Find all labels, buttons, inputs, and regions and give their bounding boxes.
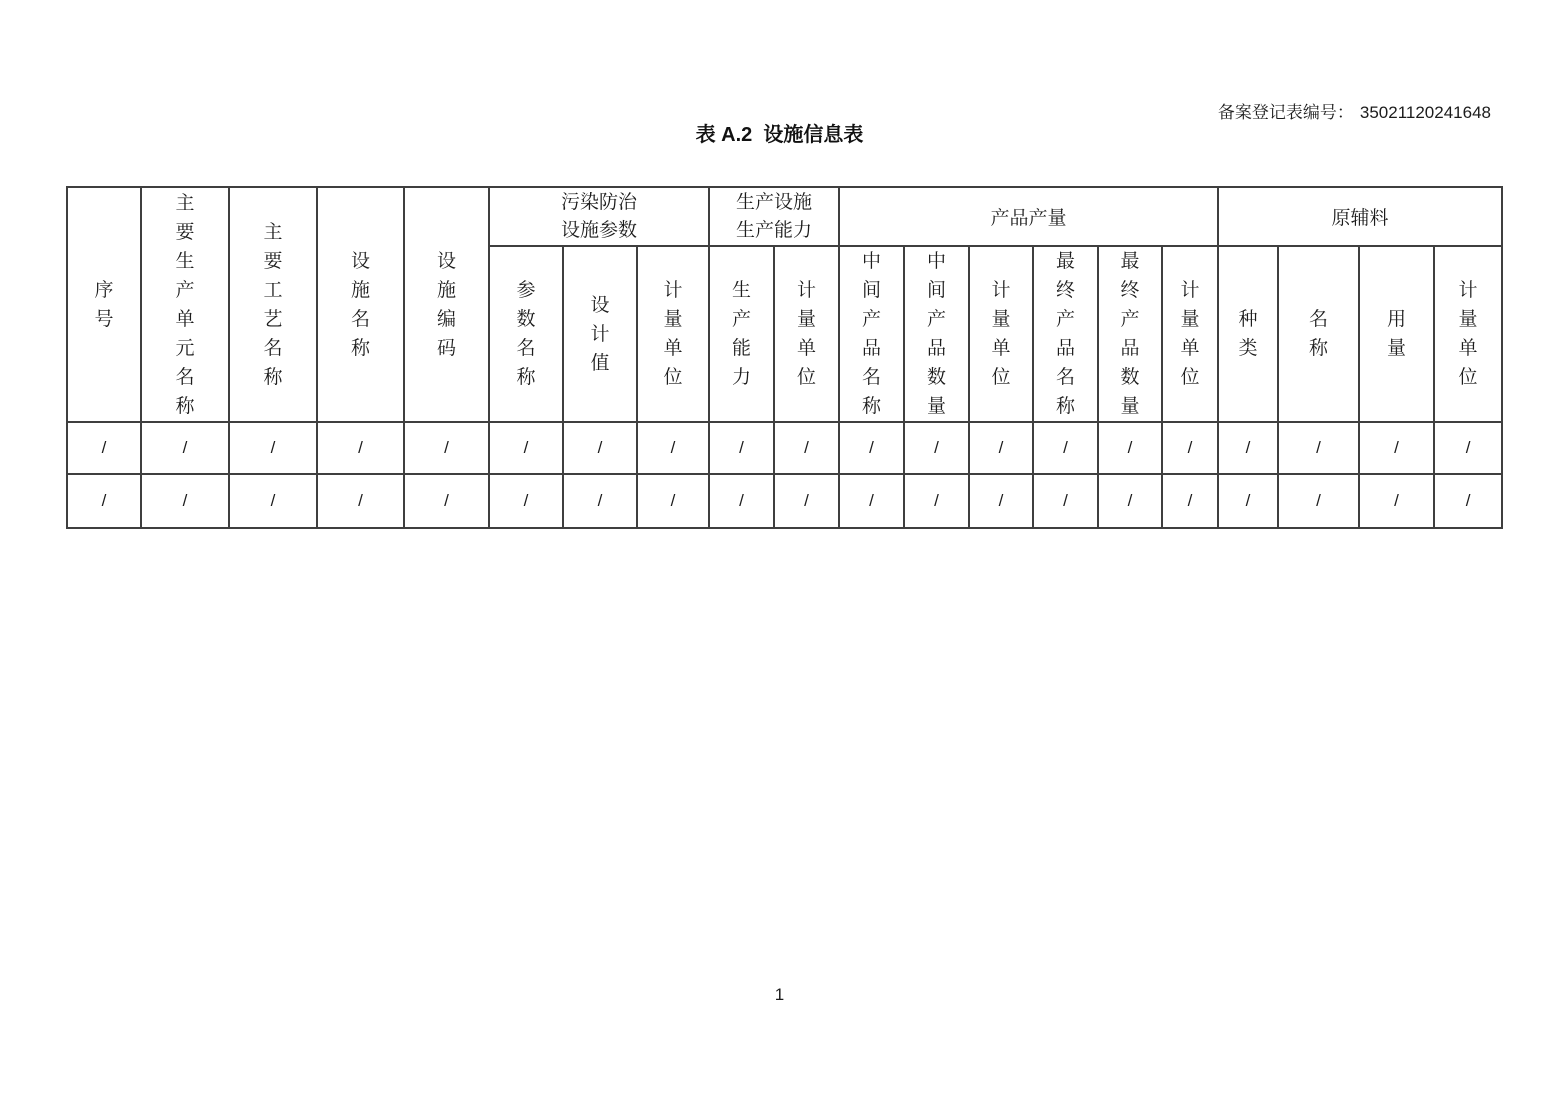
- doc-number-value: 35021120241648: [1359, 103, 1491, 122]
- col-header-unit-2: 计量单位: [774, 246, 839, 422]
- table-cell: /: [141, 422, 229, 474]
- table-cell: /: [1033, 422, 1098, 474]
- table-cell: /: [229, 422, 317, 474]
- group-header-raw-auxiliary-materials: 原辅料: [1218, 187, 1502, 246]
- col-header-intermediate-product-name: 中间产品名称: [839, 246, 904, 422]
- col-header-facility-name: 设施名称: [317, 187, 404, 422]
- col-header-intermediate-product-quantity: 中间产品数量: [904, 246, 969, 422]
- col-header-main-production-unit-name: 主要生产单元名称: [141, 187, 229, 422]
- table-cell: /: [404, 474, 489, 528]
- col-header-parameter-name: 参数名称: [489, 246, 563, 422]
- table-cell: /: [1218, 422, 1278, 474]
- col-header-unit-1: 计量单位: [637, 246, 709, 422]
- table-cell: /: [1359, 474, 1434, 528]
- page-title: 表 A.2 设施信息表: [695, 124, 864, 146]
- col-header-usage-amount: 用量: [1359, 246, 1434, 422]
- table-cell: /: [969, 422, 1033, 474]
- table-cell: /: [904, 422, 969, 474]
- table-cell: /: [1162, 422, 1218, 474]
- table-cell: /: [141, 474, 229, 528]
- table-cell: /: [1098, 474, 1162, 528]
- table-cell: /: [1278, 474, 1359, 528]
- col-header-final-product-quantity: 最终产品数量: [1098, 246, 1162, 422]
- table-cell: /: [1033, 474, 1098, 528]
- table-cell: /: [839, 422, 904, 474]
- table-cell: /: [709, 474, 774, 528]
- facility-info-table: [66, 186, 1503, 529]
- group-header-product-output: 产品产量: [839, 187, 1218, 246]
- table-cell: /: [317, 474, 404, 528]
- table-cell: /: [489, 474, 563, 528]
- col-header-unit-3: 计量单位: [969, 246, 1033, 422]
- table-cell: /: [1278, 422, 1359, 474]
- doc-number-label: 备案登记表编号：: [1217, 103, 1354, 122]
- table-cell: /: [774, 422, 839, 474]
- col-header-material-name: 名称: [1278, 246, 1359, 422]
- table-cell: /: [1162, 474, 1218, 528]
- col-header-unit-5: 计量单位: [1434, 246, 1502, 422]
- table-cell: /: [839, 474, 904, 528]
- table-row: [67, 422, 1502, 474]
- col-header-serial-number: 序号: [67, 187, 141, 422]
- page-number: 1: [774, 985, 785, 1004]
- col-header-facility-code: 设施编码: [404, 187, 489, 422]
- table-cell: /: [67, 422, 141, 474]
- col-header-unit-4: 计量单位: [1162, 246, 1218, 422]
- table-cell: /: [563, 422, 637, 474]
- col-header-main-process-name: 主要工艺名称: [229, 187, 317, 422]
- group-header-production-facility-capacity: 生产设施生产能力: [709, 187, 839, 246]
- col-header-design-value: 设计值: [563, 246, 637, 422]
- table-cell: /: [229, 474, 317, 528]
- table-cell: /: [904, 474, 969, 528]
- col-header-production-capacity: 生产能力: [709, 246, 774, 422]
- table-cell: /: [709, 422, 774, 474]
- table-cell: /: [774, 474, 839, 528]
- table-cell: /: [317, 422, 404, 474]
- table-row: [67, 474, 1502, 528]
- table-cell: /: [1434, 422, 1502, 474]
- table-cell: /: [563, 474, 637, 528]
- col-header-final-product-name: 最终产品名称: [1033, 246, 1098, 422]
- table-header: [67, 187, 1502, 422]
- table-cell: /: [1434, 474, 1502, 528]
- table-cell: /: [1359, 422, 1434, 474]
- table-cell: /: [1218, 474, 1278, 528]
- col-header-material-type: 种类: [1218, 246, 1278, 422]
- table-cell: /: [67, 474, 141, 528]
- header-group-row: [67, 187, 1502, 246]
- table-cell: /: [637, 474, 709, 528]
- table-cell: /: [969, 474, 1033, 528]
- table-cell: /: [489, 422, 563, 474]
- table-cell: /: [637, 422, 709, 474]
- table-cell: /: [1098, 422, 1162, 474]
- group-header-pollution-control-facility-params: 污染防治设施参数: [489, 187, 709, 246]
- table-body: [67, 422, 1502, 528]
- table-cell: /: [404, 422, 489, 474]
